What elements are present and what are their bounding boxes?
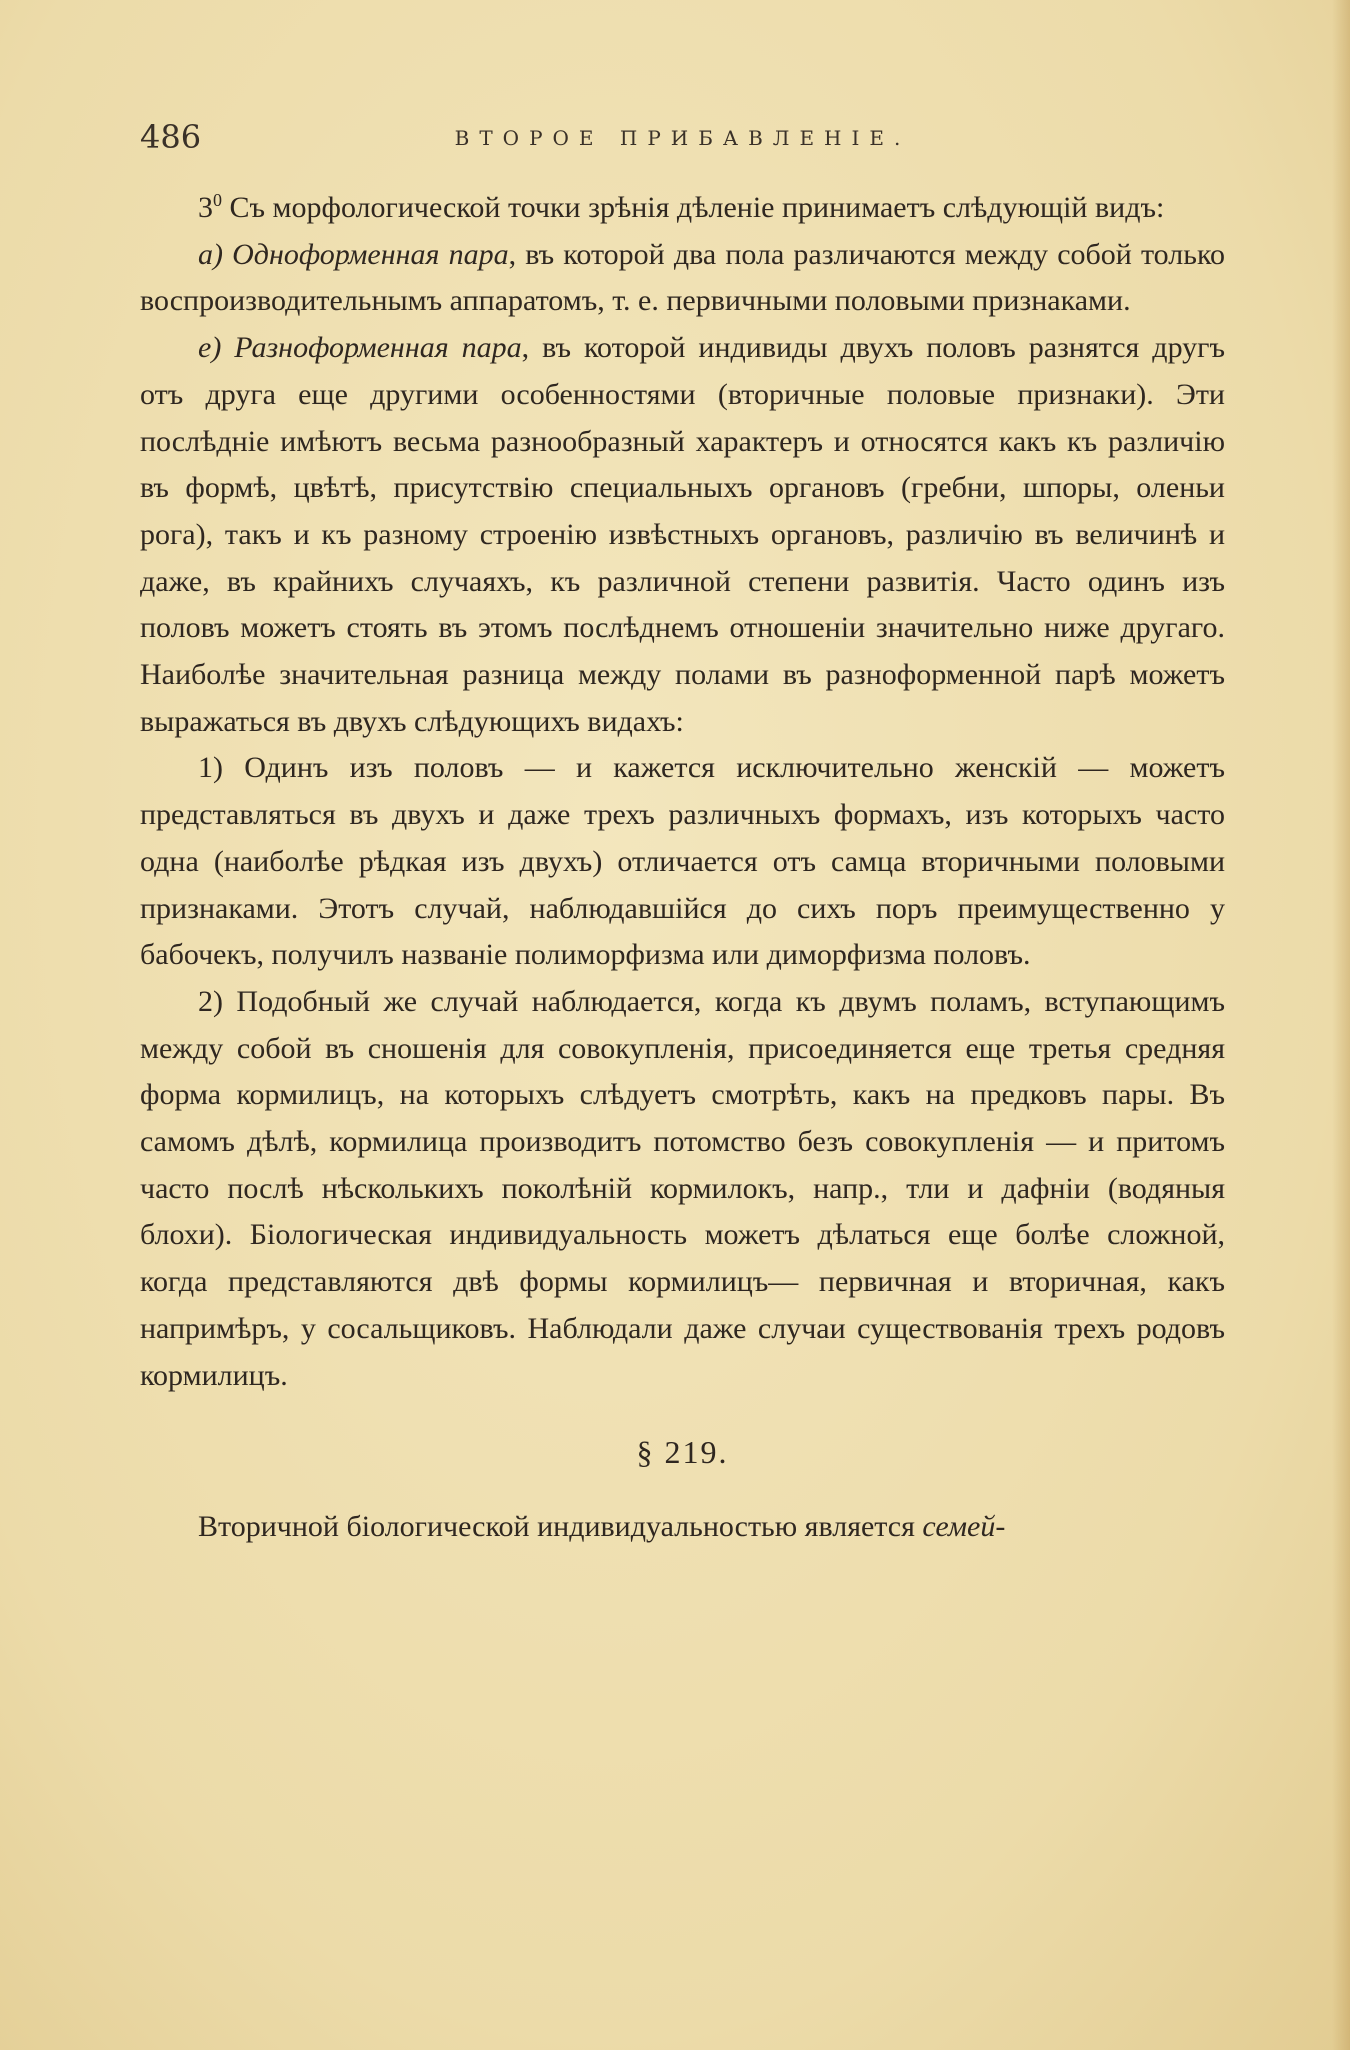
paragraph-a (140, 232, 1225, 325)
paragraph-e (140, 325, 1225, 745)
term-family: семей- (922, 1509, 1006, 1543)
header-title: ВТОРОЕ ПРИБАВЛЕНІЕ. (454, 126, 911, 150)
paragraph-text: Съ морфологической точки зрѣнія дѣленіе принимаетъ слѣдующій видъ: (222, 191, 1165, 224)
page-number: 486 (140, 118, 202, 156)
paragraph-text: Вторичной біологической индивидуальностью является (198, 1509, 923, 1543)
paragraph-2: 2) Подобный же случай наблюдается, когда къ двумъ поламъ, вступающимъ между собой въ сношенія для совокупленія, присоединяется еще третья средняя форма кормилицъ, на которыхъ слѣдуетъ смотрѣть, какъ на предковъ пары. Въ самомъ дѣлѣ, кормилица производитъ потомство безъ совокупленія — и притомъ часто послѣ нѣсколькихъ поколѣній кормилокъ, напр., тли и дафніи (водяныя блохи). Біологическая индивидуальность можетъ дѣлаться еще болѣе сложной, когда представляются двѣ формы кормилицъ— первичная и вторичная, какъ напримѣръ, у сосальщиковъ. Наблюдали даже случаи существованія трехъ родовъ кормилицъ. (140, 984, 1225, 1392)
paragraph-text: , въ которой два пола различаются между собой только воспроизводительнымъ аппаратомъ, т. е. первичными половыми признаками. (140, 237, 1225, 318)
item-marker: e) (198, 331, 222, 365)
superscript-degree: 0 (213, 190, 222, 210)
body-text (140, 185, 1225, 1551)
paragraph-1: 1) Одинъ изъ половъ — и кажется исключительно женскій — можетъ представляться въ двухъ и даже трехъ различныхъ формахъ, изъ которыхъ часто одна (наиболѣе рѣдкая изъ двухъ) отличается отъ самца вторичными половыми признаками. Этотъ случай, наблюдавшійся до сихъ поръ преимущественно у бабочекъ, получилъ названіе полиморфизма или диморфизма половъ. (140, 751, 1225, 972)
paragraph-section-219 (140, 1504, 1225, 1551)
paragraph-number: 3 (198, 191, 213, 224)
term-multi-form-pair: Разноформенная пара (234, 331, 522, 365)
running-header (140, 118, 1225, 162)
item-marker: a) (198, 237, 223, 271)
paragraph-3 (140, 185, 1225, 232)
paragraph-text: , въ которой индивиды двухъ половъ разнятся другъ отъ друга еще другими особенностями (вторичные половые признаки). Эти послѣдніе имѣютъ весьма разнообразный характеръ и относятся какъ къ различію въ формѣ, цвѣтѣ, присутствію специальныхъ органовъ (гребни, шпоры, оленьи рога), такъ и къ разному строенію извѣстныхъ органовъ, различію въ величинѣ и даже, въ крайнихъ случаяхъ, къ различной степени развитія. Часто одинъ изъ половъ можетъ стоять въ этомъ послѣднемъ отношеніи значительно ниже другаго. Наиболѣе значительная разница между полами въ разноформенной парѣ можетъ выражаться въ двухъ слѣдующихъ видахъ: (140, 331, 1225, 738)
section-heading: § 219. (636, 1434, 729, 1471)
page-edge-shadow (1332, 0, 1350, 2050)
term-single-form-pair: Одноформенная пара (232, 237, 509, 271)
